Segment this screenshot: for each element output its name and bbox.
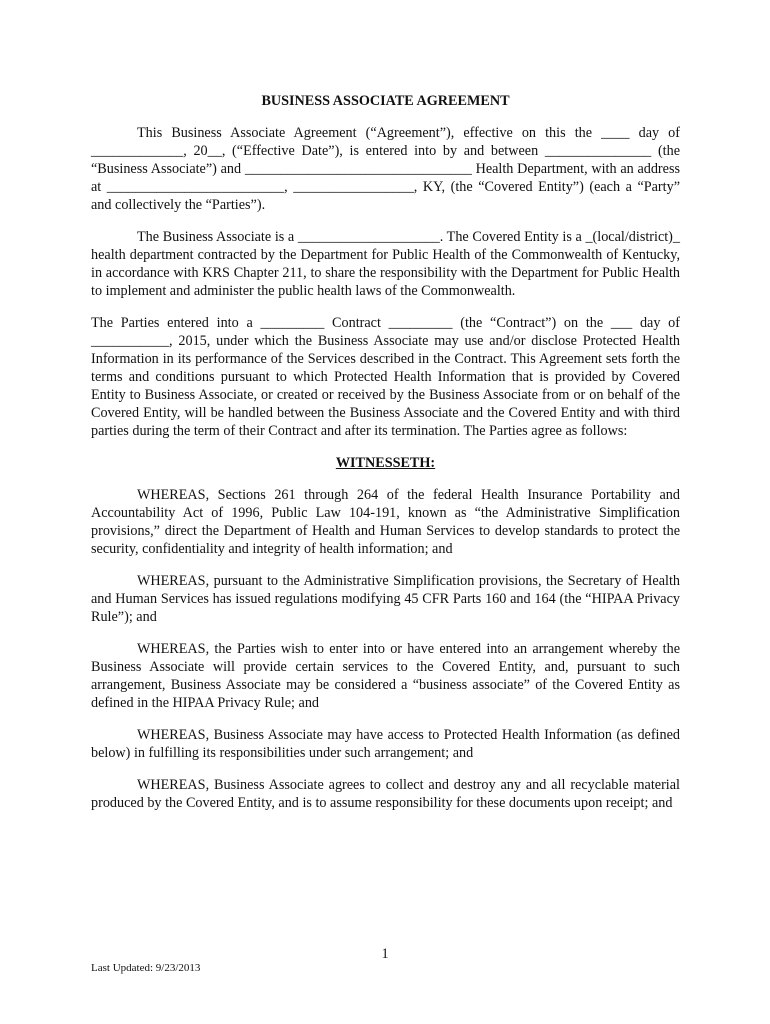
document-title: BUSINESS ASSOCIATE AGREEMENT [261, 93, 510, 109]
whereas-paragraph: WHEREAS, pursuant to the Administrative Simplification provisions, the Secretary of Health and Human Services has issued regulations modifying 45 CFR Parts 160 and 164 (the “HIPAA Privacy Rule”); and [91, 573, 680, 625]
last-updated-footer: Last Updated: 9/23/2013 [91, 962, 201, 974]
document-body [91, 92, 680, 826]
contract-paragraph: The Parties entered into a _________ Contract _________ (the “Contract”) on the ___ day of ___________, 2015, under which the Business Associate may use and/or disclose Protected Health Information in its performance of the Services described in the Contract. This Agreement sets forth the terms and conditions pursuant to which Protected Health Information that is provided by Covered Entity to Business Associate, or created or received by the Business Associate from or on behalf of the Covered Entity, will be handled between the Business Associate and the Covered Entity and with third parties during the term of their Contract and after its termination. The Parties agree as follows: [91, 315, 680, 439]
whereas-paragraph: WHEREAS, Business Associate agrees to collect and destroy any and all recyclable material produced by the Covered Entity, and is to assume responsibility for these documents upon receipt; and [91, 777, 680, 811]
business-associate-paragraph: The Business Associate is a ____________________. The Covered Entity is a _(local/district)_ health department contracted by the Department for Public Health of the Commonwealth of Kentucky, in accordance with KRS Chapter 211, to share the responsibility with the Department for Public Health to implement and administer the public health laws of the Commonwealth. [91, 229, 680, 299]
whereas-paragraph: WHEREAS, Business Associate may have access to Protected Health Information (as defined below) in fulfilling its responsibilities under such arrangement; and [91, 727, 680, 761]
intro-paragraph: This Business Associate Agreement (“Agreement”), effective on this the ____ day of _____________, 20__, (“Effective Date”), is entered into by and between _______________ (the “Business Associate”) and ________________________________ Health Department, with an address at _________________________, _________________, KY, (the “Covered Entity”) (each a “Party” and collectively the “Parties”). [91, 125, 680, 213]
page-number: 1 [381, 946, 389, 962]
witnesseth-heading: WITNESSETH: [335, 455, 436, 471]
whereas-paragraph: WHEREAS, the Parties wish to enter into or have entered into an arrangement whereby the Business Associate will provide certain services to the Covered Entity, and, pursuant to such arrangement, Business Associate may be considered a “business associate” of the Covered Entity as defined in the HIPAA Privacy Rule; and [91, 641, 680, 711]
whereas-paragraph: WHEREAS, Sections 261 through 264 of the federal Health Insurance Portability and Accountability Act of 1996, Public Law 104-191, known as “the Administrative Simplification provisions,” direct the Department of Health and Human Services to develop standards to protect the security, confidentiality and integrity of health information; and [91, 487, 680, 557]
